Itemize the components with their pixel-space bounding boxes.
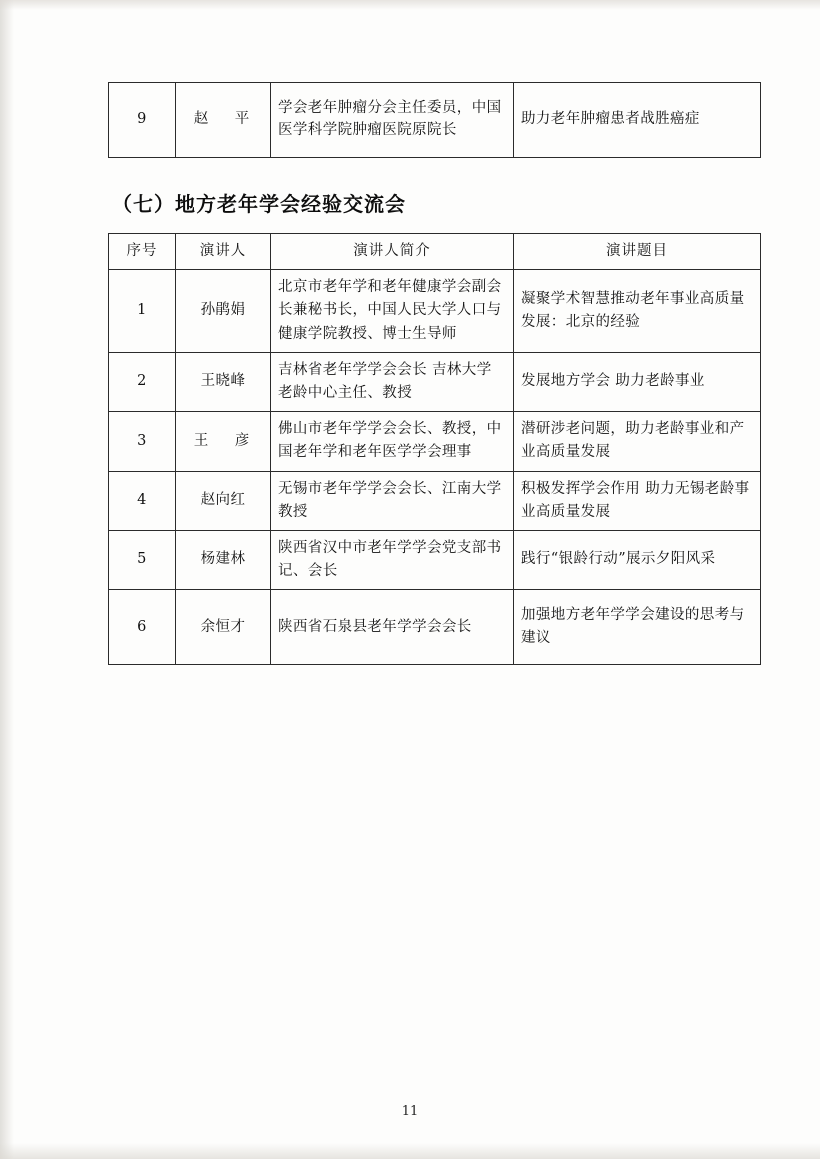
table-row: [109, 471, 761, 530]
row-speaker-topic: 积极发挥学会作用 助力无锡老龄事业高质量发展: [514, 471, 761, 530]
row-speaker-name: 赵向红: [176, 471, 271, 530]
table-row: [109, 352, 761, 411]
row-speaker-bio: 无锡市老年学学会会长、江南大学教授: [271, 471, 514, 530]
local-society-exchange-table: [108, 233, 761, 665]
row-speaker-name: 杨建林: [176, 530, 271, 589]
row-speaker-topic: 发展地方学会 助力老龄事业: [514, 352, 761, 411]
table-row: [109, 270, 761, 353]
row-speaker-bio: 吉林省老年学学会会长 吉林大学老龄中心主任、教授: [271, 352, 514, 411]
table-row: [109, 83, 761, 158]
row-index: 2: [109, 352, 176, 411]
scan-edge-top: [0, 0, 820, 10]
row-speaker-name: 余恒才: [176, 590, 271, 665]
scan-edge-bottom: [0, 1143, 820, 1159]
row-speaker-topic: 凝聚学术智慧推动老年事业高质量发展：北京的经验: [514, 270, 761, 353]
section-title: （七）地方老年学会经验交流会: [112, 192, 406, 216]
row-index: 9: [109, 83, 176, 158]
row-speaker-topic: 助力老年肿瘤患者战胜癌症: [514, 83, 761, 158]
table-row: [109, 590, 761, 665]
row-index: 4: [109, 471, 176, 530]
table-row: [109, 530, 761, 589]
row-speaker-bio: 佛山市老年学学会会长、教授，中国老年学和老年医学学会理事: [271, 412, 514, 471]
row-index: 1: [109, 270, 176, 353]
column-header-topic: 演讲题目: [514, 234, 761, 270]
row-speaker-name: 王 彦: [176, 412, 271, 471]
row-speaker-bio: 陕西省汉中市老年学学会党支部书记、会长: [271, 530, 514, 589]
row-speaker-topic: 践行“银龄行动”展示夕阳风采: [514, 530, 761, 589]
column-header-speaker: 演讲人: [176, 234, 271, 270]
continued-speaker-table: [108, 82, 761, 158]
row-speaker-bio: 北京市老年学和老年健康学会副会长兼秘书长，中国人民大学人口与健康学院教授、博士生导师: [271, 270, 514, 353]
page-number: 11: [401, 1104, 419, 1119]
column-header-index: 序号: [109, 234, 176, 270]
row-speaker-name: 王晓峰: [176, 352, 271, 411]
row-index: 5: [109, 530, 176, 589]
row-speaker-topic: 加强地方老年学学会建设的思考与建议: [514, 590, 761, 665]
row-index: 3: [109, 412, 176, 471]
table-header-row: [109, 234, 761, 270]
row-index: 6: [109, 590, 176, 665]
row-speaker-topic: 潜研涉老问题，助力老龄事业和产业高质量发展: [514, 412, 761, 471]
scan-edge-left: [0, 0, 14, 1159]
page-content: [108, 82, 750, 665]
row-speaker-bio: 陕西省石泉县老年学学会会长: [271, 590, 514, 665]
row-speaker-name: 赵 平: [176, 83, 271, 158]
row-speaker-bio: 学会老年肿瘤分会主任委员，中国医学科学院肿瘤医院原院长: [271, 83, 514, 158]
row-speaker-name: 孙鹃娟: [176, 270, 271, 353]
column-header-bio: 演讲人简介: [271, 234, 514, 270]
table-row: [109, 412, 761, 471]
